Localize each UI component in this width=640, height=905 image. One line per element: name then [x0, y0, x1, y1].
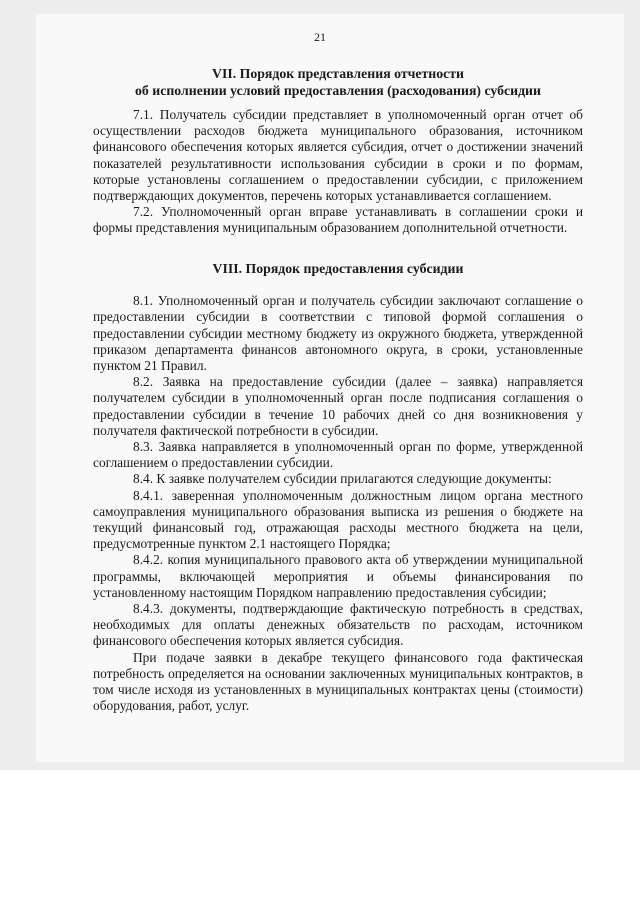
document-body [93, 66, 583, 714]
section-7-title-line-2: об исполнении условий предоставления (расходования) субсидии [135, 82, 541, 98]
paragraph-8-3: 8.3. Заявка направляется в уполномоченный орган по форме, утвержденной соглашением о предоставлении субсидии. [93, 438, 583, 471]
paragraph-7-1: 7.1. Получатель субсидии представляет в уполномоченный орган отчет об осуществлении расходов бюджета муниципального образования, источником финансового обеспечения которых является субсидия, отчет о достижении значений показателей результативности использования субсидии в сроки и по формам, которые установлены соглашением о предоставлении субсидии, с приложением подтверждающих документов, перечень которых устанавливается соглашением. [93, 107, 583, 204]
paragraph-8-4-2: 8.4.2. копия муниципального правового акта об утверждении муниципальной программы, включающей мероприятия и объемы финансирования по установленному настоящим Порядком направлению предоставления субсидии; [93, 552, 583, 600]
paragraph-8-4-1: 8.4.1. заверенная уполномоченным должностным лицом органа местного самоуправления муниципального образования выписка из решения о бюджете на текущий финансовый год, отражающая расходы местного бюджета на цели, предусмотренные пунктом 2.1 настоящего Порядка; [93, 487, 583, 552]
paragraph-8-1: 8.1. Уполномоченный орган и получатель субсидии заключают соглашение о предоставлении субсидии в соответствии с типовой формой соглашения о предоставлении субсидии местному бюджету из окружного бюджета, утвержденной приказом департамента финансов автономного округа, в сроки, установленные пунктом 21 Правил. [93, 293, 583, 373]
page-number: 21 [314, 30, 326, 44]
section-7-title-line-1: VII. Порядок представления отчетности [212, 66, 464, 81]
paragraph-8-4: 8.4. К заявке получателем субсидии прилагаются следующие документы: [133, 471, 552, 487]
paragraph-december-request: При подаче заявки в декабре текущего финансового года фактическая потребность определяется на основании заключенных муниципальных контрактов, в том числе исходя из установленных в муниципальных контрактах цены (стоимости) оборудования, работ, услуг. [93, 649, 583, 714]
paragraph-7-2: 7.2. Уполномоченный орган вправе устанавливать в соглашении сроки и формы представления муниципальным образованием дополнительной отчетности. [93, 204, 583, 236]
paragraph-8-2: 8.2. Заявка на предоставление субсидии (далее – заявка) направляется получателем субсидии в уполномоченный орган после подписания соглашения о предоставлении субсидии в течение 10 рабочих дней со дня возникновения у получателя фактической потребности в субсидии. [93, 374, 583, 438]
paragraph-8-4-3: 8.4.3. документы, подтверждающие фактическую потребность в средствах, необходимых для оплаты денежных обязательств по расходам, источником финансового обеспечения которых является субсидия. [93, 600, 583, 649]
section-8-title: VIII. Порядок предоставления субсидии [212, 260, 464, 276]
